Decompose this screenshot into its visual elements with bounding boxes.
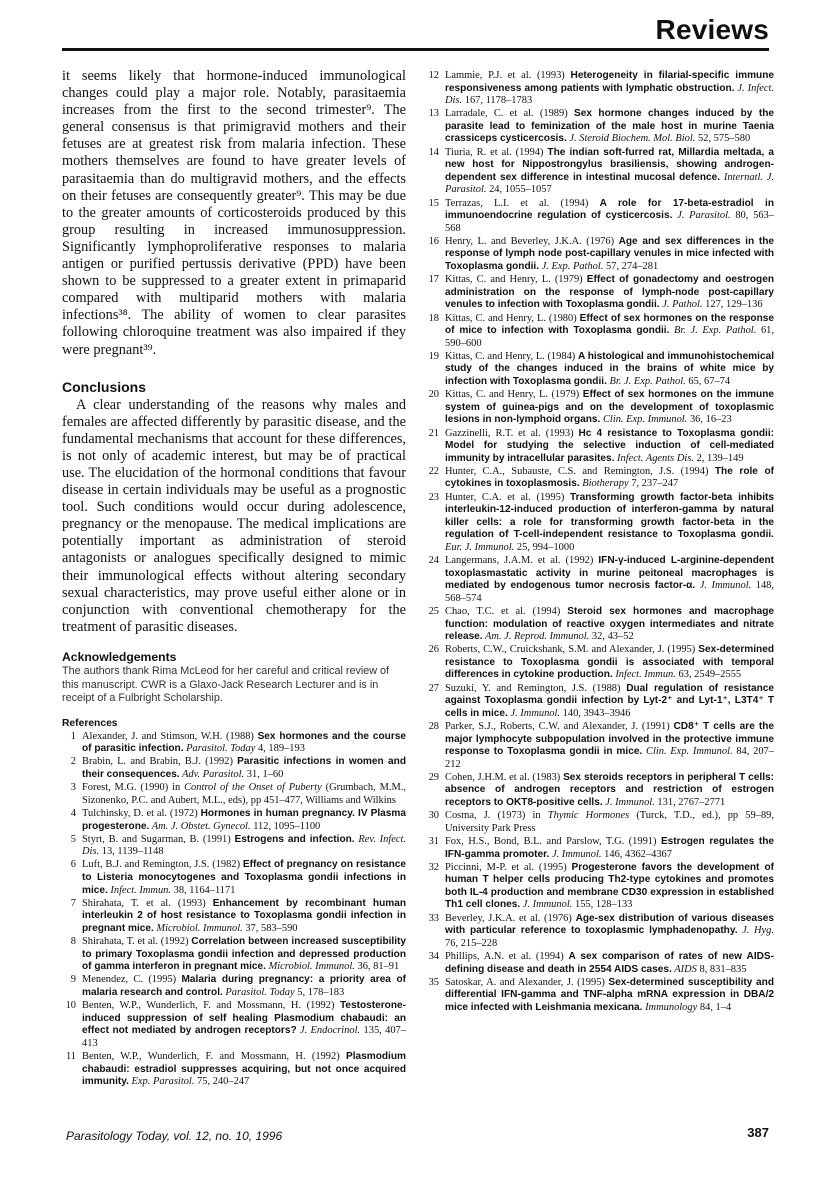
reference-details: (Turck, T.D., ed.), pp 59–89, University Park Press	[445, 810, 774, 834]
reference-item	[425, 951, 774, 976]
reference-title: Effect of sex hormones on the response of mice to infection with Toxoplasma gondii.	[445, 312, 774, 337]
reference-title: Sex hormone changes induced by the parasite lead to feminization of the male host in murine Taenia crassiceps cysticercosis.	[445, 108, 774, 145]
reference-authors: Parker, S.J., Roberts, C.W. and Alexander, J. (1991)	[445, 720, 674, 732]
reference-authors: Menendez, C. (1995)	[82, 974, 182, 986]
reference-item	[425, 606, 774, 644]
reference-source: Internatl. J. Parasitol.	[445, 171, 774, 196]
reference-item	[425, 772, 774, 810]
reference-source: AIDS	[671, 963, 700, 975]
reference-title: Testosterone-induced suppression of self healing Plasmodium chabaudi: an effect not mediated by androgen receptors?	[82, 1000, 406, 1037]
reference-number: 6	[70, 859, 76, 871]
reference-number: 14	[428, 146, 439, 158]
reference-item	[62, 756, 406, 781]
journal-citation: Parasitology Today, vol. 12, no. 10, 1996	[66, 1129, 283, 1143]
reference-source: Eur. J. Immunol.	[445, 541, 517, 553]
reference-authors: Satoskar, A. and Alexander, J. (1995)	[445, 976, 609, 988]
reference-title: Age-sex distribution of various diseases with particular reference to toxoplasmic lymphadenopathy.	[445, 912, 774, 937]
reference-source: J. Pathol.	[659, 299, 706, 311]
reference-details: 13, 1139–1148	[101, 846, 164, 858]
reference-item	[425, 428, 774, 466]
reference-item	[62, 936, 406, 974]
reference-title: Malaria during pregnancy: a priority area of malaria research and control.	[82, 974, 406, 998]
acknowledgements-text: The authors thank Rima McLeod for her careful and critical review of this manuscript. CWR is a Glaxo-Jack Research Lecturer and is in receipt of a Fulbright Scholarship.	[62, 664, 390, 705]
reference-item	[425, 644, 774, 682]
reference-title: Hormones in human pregnancy. IV Plasma progesterone.	[82, 807, 406, 832]
reference-title: Enhancement by recombinant human interleukin 2 of host resistance to Toxoplasma gondii infection in pregnant mice.	[82, 897, 406, 934]
reference-number: 31	[428, 835, 439, 847]
reference-details: 148, 568–574	[445, 580, 774, 604]
reference-title: The role of cytokines in toxoplasmosis.	[445, 465, 775, 490]
right-column	[425, 70, 774, 1015]
reference-number: 13	[428, 108, 439, 120]
reference-details: 4, 189–193	[257, 743, 305, 755]
reference-authors: Piccinni, M-P. et al. (1995)	[445, 861, 572, 873]
reference-source: Am. J. Reprod. Immunol.	[482, 631, 592, 643]
reference-number: 18	[428, 312, 439, 324]
reference-details: 8, 831–835	[699, 963, 747, 975]
reference-source: J. Endocrinol.	[296, 1025, 364, 1037]
reference-details: 52, 575–580	[698, 133, 751, 145]
reference-source: Clin. Exp. Immunol.	[600, 414, 690, 426]
reference-item	[425, 389, 774, 427]
reference-details: 38, 1164–1171	[173, 884, 236, 896]
reference-authors: Tulchinsky, D. et al. (1972)	[82, 807, 201, 819]
reference-number: 33	[428, 912, 439, 924]
reference-title: Heterogeneity in filarial-specific immune responsiveness among patients with lymphatic obstruction.	[445, 70, 775, 94]
reference-details: 131, 2767–2771	[657, 797, 726, 809]
reference-authors: Suzuki, Y. and Remington, J.S. (1988)	[445, 682, 627, 694]
reference-authors: Kittas, C. and Henry, L. (1979)	[445, 389, 583, 401]
reference-details: 24, 1055–1057	[489, 184, 552, 196]
reference-item	[62, 974, 406, 999]
reference-details: 76, 215–228	[445, 937, 498, 949]
reference-authors: Hunter, C.A., Subauste, C.S. and Remington, J.S. (1994)	[445, 465, 715, 477]
reference-item	[425, 862, 774, 912]
reference-source: J. Immunol.	[695, 580, 756, 592]
reference-item	[425, 836, 774, 861]
reference-item	[425, 492, 774, 555]
reference-details: 32, 43–52	[591, 631, 634, 643]
reference-source: J. Immunol.	[549, 848, 605, 860]
reference-details: 135, 407–413	[82, 1025, 406, 1049]
reference-item	[62, 1051, 406, 1089]
reference-source: Microbiol. Immunol.	[153, 922, 246, 934]
reference-item	[425, 313, 774, 351]
reference-number: 24	[428, 555, 439, 567]
conclusions-paragraph: A clear understanding of the reasons why males and females are affected differently by parasitic disease, and the fundamental mechanisms that account for these differences, is not only of academic interest, but may be of practical use. The elucidation of the hormonal conditions that favour disease in certain individuals may be useful as a prognostic tool. Such conditions would occur during adolescence, pregnancy or the menopause. The medical implications are potentially important as administration of steroid antagonists or analogues specifically designed to mimic their immunological effects without altering secondary sexual characteristics, may prove useful either alone or in conjunction with conventional chemotherapy for the treatment of parasitic diseases.	[62, 396, 406, 635]
reference-authors: Alexander, J. and Stimson, W.H. (1988)	[82, 730, 258, 742]
reference-item	[425, 198, 774, 236]
reference-authors: Kittas, C. and Henry, L. (1979)	[445, 274, 587, 286]
reference-title: Hc 4 resistance to Toxoplasma gondii: Model for studying the selective induction of cell-mediated immunity by intracellular parasites.	[445, 427, 774, 464]
reference-authors: Forest, M.G. (1990) in	[82, 782, 185, 794]
reference-source: J. Immunol.	[507, 707, 563, 719]
reference-item	[425, 70, 774, 108]
reference-number: 29	[428, 771, 439, 783]
reference-authors: Benten, W.P., Wunderlich, F. and Mossmann, H. (1992)	[82, 1000, 340, 1012]
reference-source: Control of the Onset of Puberty	[184, 782, 326, 794]
reference-authors: Shirahata, T. et al. (1992)	[82, 936, 192, 948]
reference-source: Am. J. Obstet. Gynecol.	[149, 820, 254, 832]
reference-source: Br. J. Exp. Pathol.	[669, 325, 761, 337]
reference-item	[425, 236, 774, 274]
reference-authors: Henry, L. and Beverley, J.K.A. (1976)	[445, 235, 619, 247]
section-title: Reviews	[655, 14, 769, 45]
reference-item	[62, 898, 406, 936]
reference-details: 37, 583–590	[245, 922, 298, 934]
references-heading: References	[62, 717, 118, 729]
reference-title: Parasitic infections in women and their consequences.	[82, 756, 406, 781]
reference-item	[62, 731, 406, 756]
reference-number: 20	[428, 389, 439, 401]
reference-number: 5	[70, 833, 76, 845]
reference-source: J. Exp. Pathol.	[539, 261, 606, 273]
reference-details: 140, 3943–3946	[562, 707, 631, 719]
reference-number: 7	[70, 897, 76, 909]
reference-authors: Roberts, C.W., Cruickshank, S.M. and Alexander, J. (1995)	[445, 644, 699, 656]
reference-title: Progesterone favors the development of human T helper cells producing Th2-type cytokines and promotes both IL-4 production and membrane CD30 expression in established Th1 cell clones.	[445, 861, 774, 911]
reference-number: 16	[428, 235, 439, 247]
reference-authors: Phillips, A.N. et al. (1994)	[445, 950, 569, 962]
reference-title: Steroid sex hormones and macrophage function: modulation of reactive oxygen intermediates and nitrate release.	[445, 606, 775, 643]
reference-authors: Hunter, C.A. et al. (1995)	[445, 491, 571, 503]
reference-item	[425, 721, 774, 771]
reference-number: 1	[70, 730, 76, 742]
reference-list-right	[425, 70, 774, 1014]
reference-number: 21	[428, 427, 439, 439]
reference-item	[425, 810, 774, 835]
reference-details: 63, 2549–2555	[678, 669, 742, 681]
reference-details: 155, 128–133	[574, 899, 633, 911]
reference-number: 15	[428, 197, 439, 209]
reference-number: 23	[428, 491, 439, 503]
reference-item	[425, 683, 774, 721]
reference-source: Thymic Hormones	[547, 810, 637, 822]
reference-source: J. Steroid Biochem. Mol. Biol.	[566, 133, 698, 145]
reference-number: 35	[428, 976, 439, 988]
reference-details: 36, 81–91	[357, 961, 400, 973]
reference-authors: Brabin, L. and Brabin, B.J. (1992)	[82, 756, 238, 768]
reference-number: 2	[70, 756, 76, 768]
reference-source: Infect. Immun.	[612, 669, 679, 681]
reference-authors: Fox, H.S., Bond, B.L. and Parslow, T.G. (1991)	[445, 835, 661, 847]
reference-title: A sex comparison of rates of new AIDS-defining disease and death in 2554 AIDS cases.	[445, 950, 775, 975]
reference-item	[425, 274, 774, 312]
reference-details: 75, 240–247	[197, 1076, 250, 1088]
reference-title: Transforming growth factor-beta inhibits interleukin-12-induced production of interferon-gamma by natural killer cells: a role for transforming growth factor-beta in the regulation of T-cell-independent resistance to Toxoplasma gondii.	[445, 491, 774, 541]
reference-authors: Beverley, J.K.A. et al. (1976)	[445, 912, 576, 924]
reference-authors: Benten, W.P., Wunderlich, F. and Mossmann, H. (1992)	[82, 1051, 346, 1063]
reference-title: CD8⁺ T cells are the major lymphocyte subpopulation involved in the protective immune response to Toxoplasma gondii in mice.	[445, 720, 774, 758]
reference-title: Sex-determined susceptibility and differential IFN-gamma and TNF-alpha mRNA expression in DBA/2 mice infected with Leishmania mexicana.	[445, 976, 774, 1013]
reference-number: 19	[428, 350, 439, 362]
reference-title: Estrogen regulates the IFN-gamma promoter.	[445, 835, 774, 860]
reference-number: 12	[428, 70, 439, 81]
reference-details: 167, 1178–1783	[464, 95, 533, 107]
body-paragraph: it seems likely that hormone-induced immunological changes could play a major role. Notably, parasitaemia increases from the first to the second trimester⁹. The general consensus is that primigravid mothers and their fetuses are at greatest risk from malaria infection. These mothers themselves are found to have greater levels of parasitaemia than do multigravid mothers, and the effects on their fetuses are consequently greater⁹. This may be due to the greater amounts of corticosteroids produced by this group resulting in increased immunosuppression. Significantly lymphoproliferative responses to malaria antigen or purified pertussis derivative (PPD) have been shown to be suppressed to a greater extent in primaparid compared with multiparid mothers with malaria infections³⁸. The ability of women to clear parasites following chloroquine treatment was also impaired if they were pregnant³⁹.	[62, 68, 406, 358]
reference-details: 31, 1–60	[246, 769, 284, 781]
reference-item	[425, 108, 774, 146]
reference-details: 25, 994–1000	[516, 541, 575, 553]
reference-title: Effect of gonadectomy and oestrogen administration on the response of lymph-node post-capillary venules to infection with Toxoplasma gondii.	[445, 274, 774, 311]
reference-source: Parasitol. Today	[183, 743, 258, 755]
reference-details: 65, 67–74	[688, 376, 731, 388]
reference-authors: Cosma, J. (1973) in	[445, 810, 548, 822]
reference-number: 25	[428, 606, 439, 617]
reference-title: Sex hormones and the course of parasitic infection.	[82, 730, 406, 755]
acknowledgements-heading: Acknowledgements	[62, 649, 177, 664]
reference-source: J. Immunol.	[520, 899, 575, 911]
reference-source: J. Hyg.	[737, 925, 774, 937]
reference-source: J. Infect. Dis.	[445, 82, 774, 107]
reference-details: (Grumbach, M.M., Sizonenko, P.C. and Aubert, M.L., eds), pp 451–477, Williams and Wilkins	[82, 782, 406, 806]
reference-number: 32	[428, 861, 439, 873]
reference-number: 4	[70, 807, 76, 819]
reference-number: 26	[428, 644, 439, 656]
reference-title: Age and sex differences in the response of lymph node post-capillary venules in mice infected with Toxoplasma gondii.	[445, 235, 774, 273]
reference-source: J. Parasitol.	[672, 210, 736, 222]
reference-source: Clin. Exp. Immunol.	[642, 746, 737, 758]
reference-number: 8	[70, 936, 76, 948]
reference-title: A histological and immunohistochemical study of the changes induced in the brains of white mice by infection with Toxoplasma gondii.	[445, 350, 774, 388]
reference-item	[425, 913, 774, 951]
reference-details: 61, 590–600	[445, 325, 774, 349]
reference-authors: Tiuria, R. et al. (1994)	[445, 146, 548, 158]
reference-details: 112, 1095–1100	[253, 820, 321, 832]
reference-title: A role for 17-beta-estradiol in immunoendocrine regulation of cysticercosis.	[445, 197, 775, 222]
reference-title: Sex steroids receptors in peripheral T cells: absence of androgen receptors and restriction of estrogen receptors to OKT8-positive cells.	[445, 771, 774, 809]
reference-number: 30	[428, 810, 439, 822]
reference-source: Parasitol. Today	[222, 987, 298, 998]
reference-number: 34	[428, 950, 439, 962]
reference-source: J. Immunol.	[602, 797, 658, 809]
conclusions-heading: Conclusions	[62, 378, 147, 395]
reference-number: 28	[428, 720, 439, 732]
reference-item	[425, 977, 774, 1015]
reference-number: 17	[428, 274, 439, 286]
reference-title: IFN-γ-induced L-arginine-dependent toxoplasmastatic activity in murine peitoneal macrophages is mediated by endogenous tumor necrosis factor-α.	[445, 555, 774, 592]
reference-item	[62, 808, 406, 833]
reference-number: 3	[70, 782, 76, 794]
reference-source: Biotherapy	[579, 478, 632, 490]
reference-authors: Langermans, J.A.M. et al. (1992)	[445, 555, 599, 567]
reference-source: Immunology	[642, 1001, 700, 1013]
reference-title: Effect of sex hormones on the immune system of guinea-pigs and on the development of toxoplasmic lesions in non-lymphoid organs.	[445, 389, 774, 426]
reference-item	[425, 555, 774, 605]
reference-title: Correlation between increased susceptibility to primary Toxoplasma gondii infection and depressed production of gamma interferon in pregnant mice.	[82, 936, 406, 973]
reference-number: 11	[65, 1051, 76, 1063]
reference-title: Effect of pregnancy on resistance to Listeria monocytogenes and Toxoplasma gondii infections in mice.	[82, 859, 406, 896]
reference-number: 22	[428, 465, 439, 477]
reference-details: 36, 16–23	[689, 414, 732, 426]
page-number: 387	[747, 1125, 769, 1140]
reference-authors: Terrazas, L.I. et al. (1994)	[445, 197, 600, 209]
reference-details: 84, 1–4	[699, 1001, 732, 1013]
reference-number: 9	[70, 974, 76, 986]
reference-details: 5, 178–183	[297, 987, 345, 998]
left-column	[62, 68, 406, 1089]
reference-number: 10	[65, 1000, 76, 1012]
reference-item	[62, 782, 406, 807]
reference-authors: Lammie, P.J. et al. (1993)	[445, 70, 571, 81]
reference-title: Estrogens and infection.	[234, 833, 355, 845]
reference-details: 84, 207–212	[445, 746, 774, 770]
reference-item	[425, 466, 774, 491]
reference-item	[425, 147, 774, 197]
reference-source: Microbiol. Immunol.	[265, 961, 358, 973]
reference-source: Infect. Agents Dis.	[614, 452, 697, 464]
reference-authors: Styrt, B. and Sugarman, B. (1991)	[82, 833, 235, 845]
reference-details: 57, 274–281	[606, 261, 659, 273]
reference-authors: Chao, T.C. et al. (1994)	[445, 606, 568, 617]
reference-details: 2, 139–149	[696, 452, 744, 464]
reference-details: 80, 563–568	[445, 210, 774, 234]
reference-item	[425, 351, 774, 389]
reference-source: Rev. Infect. Dis.	[82, 833, 406, 858]
reference-authors: Kittas, C. and Henry, L. (1980)	[445, 312, 580, 324]
reference-details: 127, 129–136	[705, 299, 763, 311]
reference-details: 146, 4362–4367	[604, 848, 672, 860]
reference-number: 27	[428, 682, 439, 694]
reference-title: Dual regulation of resistance against Toxoplasma gondii infection by Lyt-2⁺ and Lyt-1⁺, L3T4⁺ T cells in mice.	[445, 682, 774, 719]
reference-item	[62, 834, 406, 859]
reference-item	[62, 1000, 406, 1050]
reference-title: The indian soft-furred rat, Millardia meltada, a new host for Nippostrongylus brasiliensis, showing androgen-dependent sex difference in intestinal mucosal defence.	[445, 146, 774, 183]
reference-item	[62, 859, 406, 897]
reference-title: Sex-determined resistance to Toxoplasma gondii is associated with temporal differences in cytokine production.	[445, 644, 774, 681]
reference-authors: Shirahata, T. et al. (1993)	[82, 897, 213, 909]
reference-authors: Larradale, C. et al. (1989)	[445, 108, 574, 120]
reference-source: Exp. Parasitol.	[128, 1076, 198, 1088]
reference-list-left	[62, 731, 406, 1089]
reference-authors: Cohen, J.H.M. et al. (1983)	[445, 771, 564, 783]
header-rule	[62, 48, 769, 51]
reference-authors: Luft, B.J. and Remington, J.S. (1982)	[82, 859, 243, 871]
reference-source: Br. J. Exp. Pathol.	[606, 376, 689, 388]
reference-details: 7, 237–247	[631, 478, 679, 490]
reference-authors: Kittas, C. and Henry, L. (1984)	[445, 350, 578, 362]
reference-authors: Gazzinelli, R.T. et al. (1993)	[445, 427, 579, 439]
reference-source: Infect. Immun.	[107, 884, 174, 896]
reference-source: Adv. Parasitol.	[179, 769, 247, 781]
reference-title: Plasmodium chabaudi: estradiol suppresses acquiring, but not once acquired immunity.	[82, 1051, 406, 1088]
